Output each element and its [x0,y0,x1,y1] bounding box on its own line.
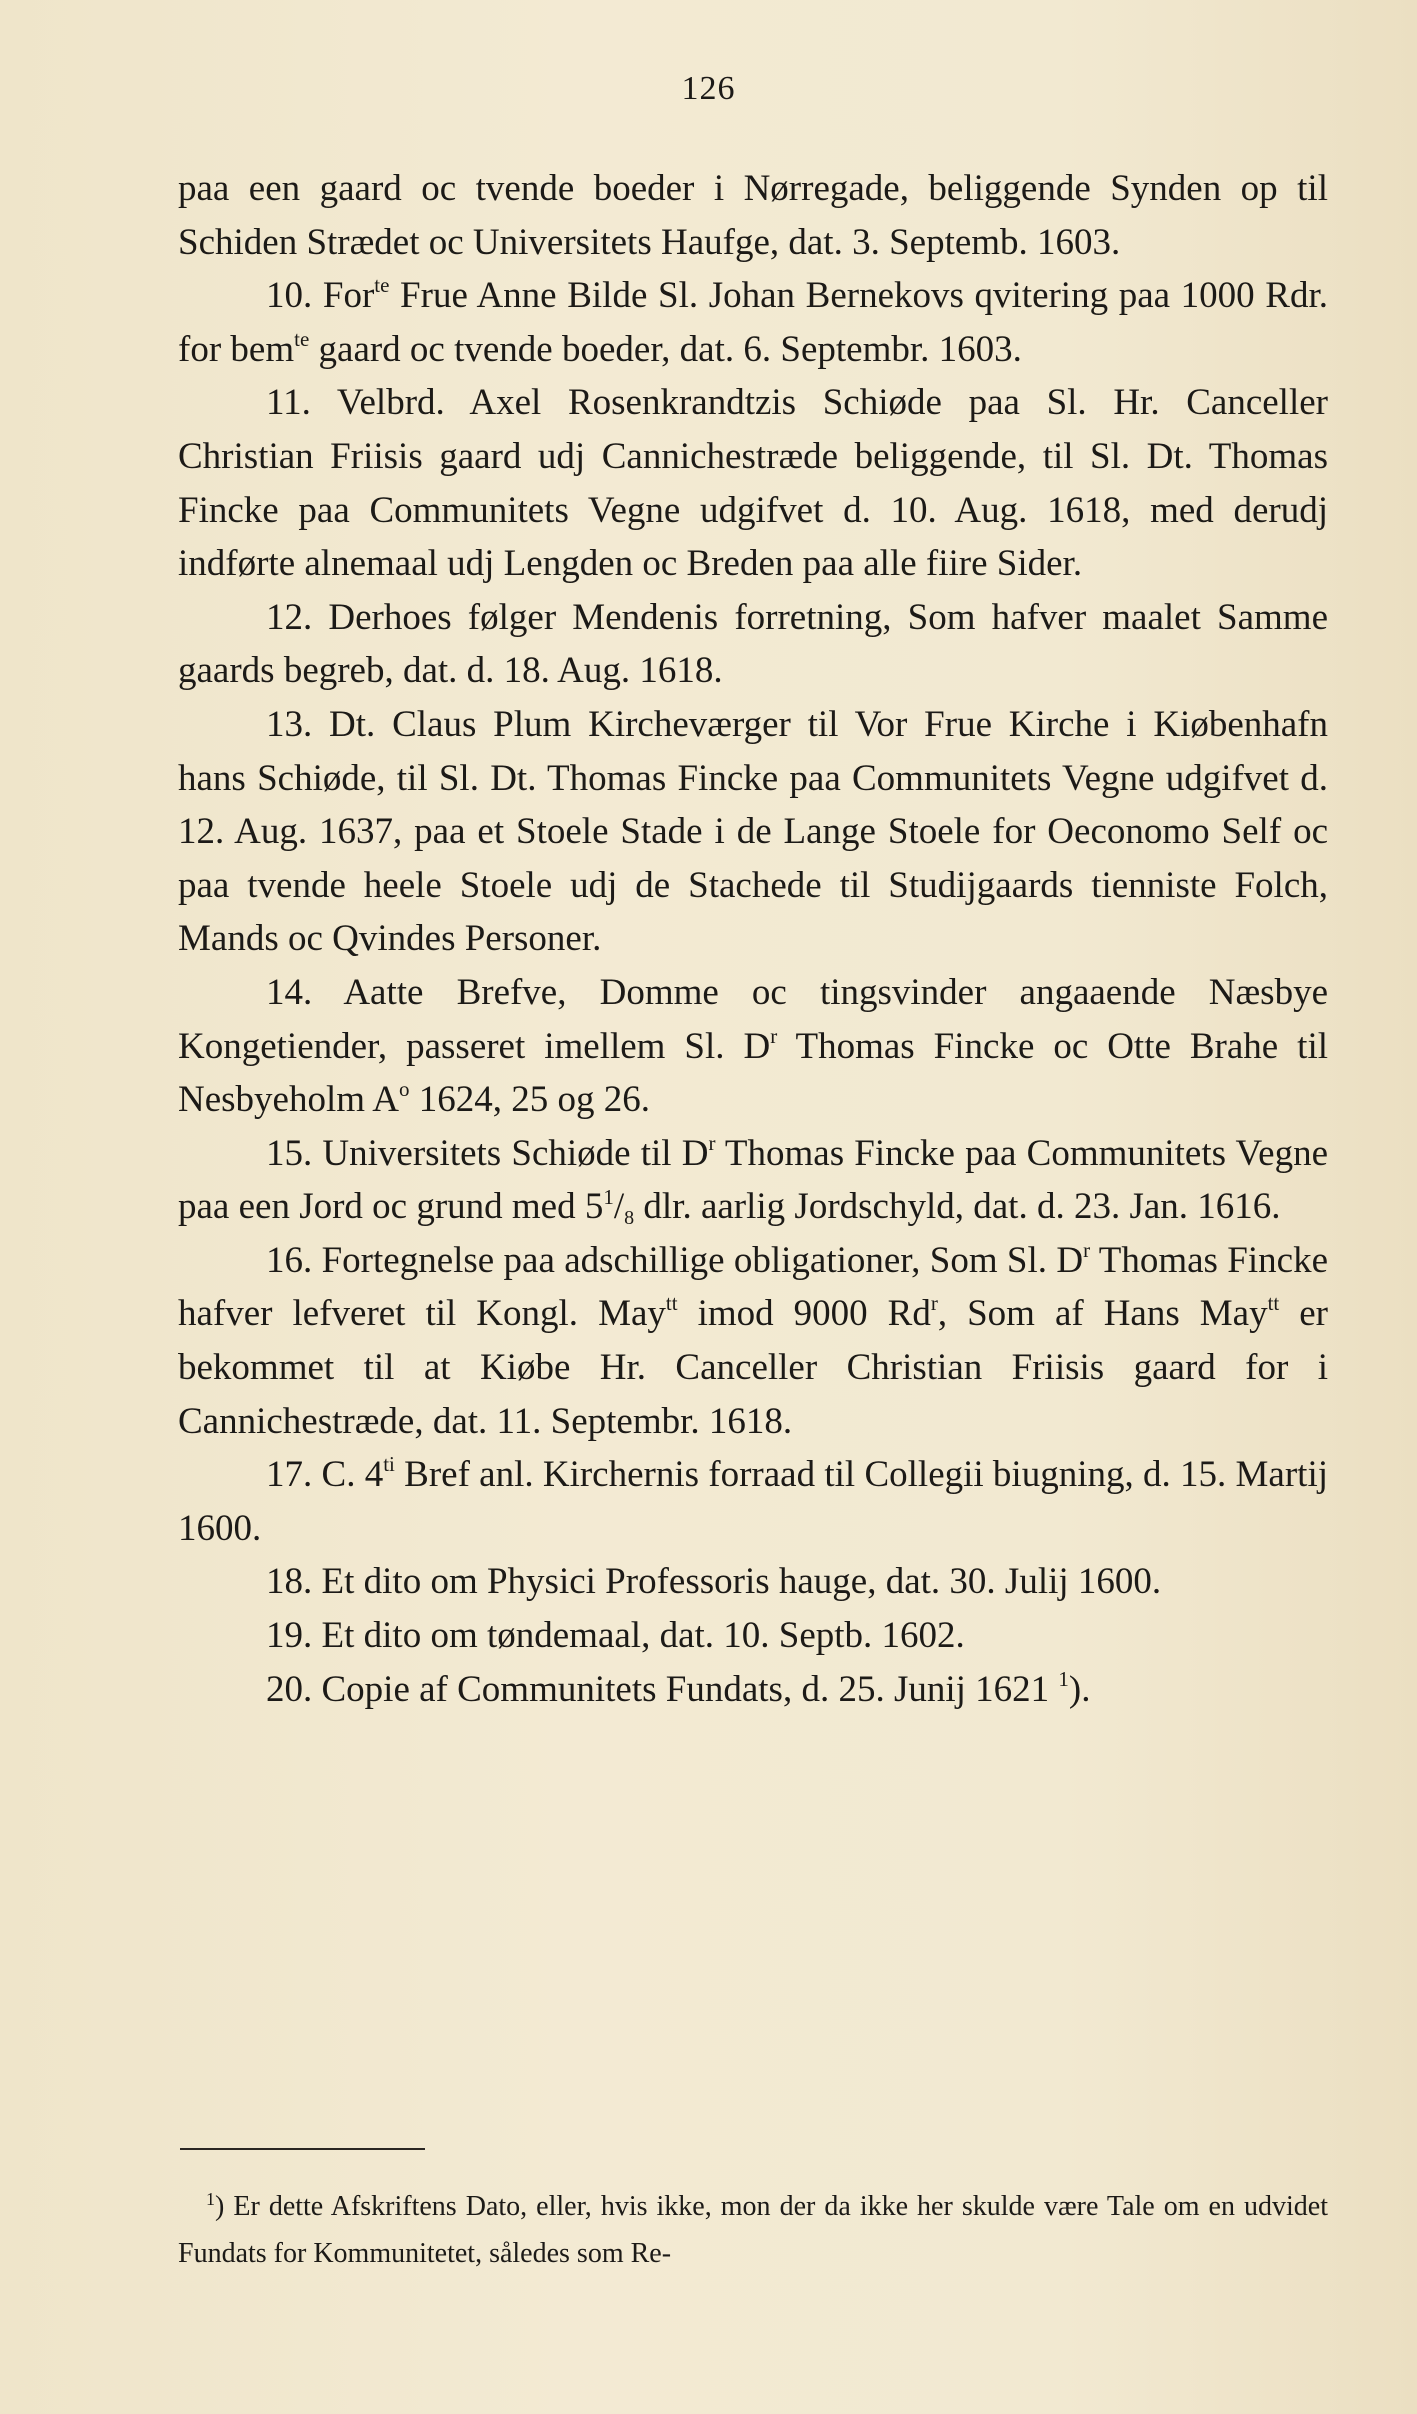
superscript: te [294,326,310,351]
entry-text: Bref anl. Kirchernis forraad til Collegii biugning, d. 15. Martij 1600. [178,1454,1329,1549]
entry-text: gaard oc tvende boeder, dat. 6. Septembr. 1603. [309,328,1022,370]
superscript: r [708,1130,716,1155]
entry-text: Frue Anne Bilde Sl. Johan Bernekovs qvitering paa 1000 Rdr. for bem [178,275,1328,370]
entry-14 [178,966,1328,1127]
superscript: tt [1267,1291,1280,1316]
entry-18 [178,1555,1328,1609]
entry-number: 19. [266,1615,313,1657]
entry-text: Thomas Fincke oc Otte Brahe til Nesbyeholm A [178,1025,1329,1121]
entry-number: 12. [266,596,313,638]
entry-12 [178,591,1328,698]
superscript: te [374,273,390,298]
entry-10 [178,269,1328,376]
entry-text: Et dito om tøndemaal, dat. 10. Septb. 1602. [321,1615,965,1657]
entry-text: Aatte Brefve, Domme oc tingsvinder angaaende Næsbye Kongetiender, passeret imellem Sl. D [178,971,1328,1067]
entry-number: 17. [266,1454,313,1496]
entry-text: er bekommet til at Kiøbe Hr. Canceller Christian Friisis gaard for i Cannichestræde, dat. 11. Septembr. 1618. [178,1293,1328,1442]
entry-text: paa een gaard oc tvende boeder i Nørregade, beliggende Synden op til Schiden Strædet oc Universitets Haufge, dat. 3. Septemb. 1603. [178,168,1328,263]
entry-number: 16. [266,1239,313,1281]
entry-text: For [322,275,375,317]
entry-number: 13. [266,703,313,745]
entry-text: Universitets Schiøde til D [322,1132,709,1174]
entry-list [178,162,1328,1716]
entry-text: Copie af Communitets Fundats, d. 25. Junij 1621 [321,1668,1059,1710]
superscript: r [1083,1237,1091,1262]
entry-17 [178,1448,1328,1555]
entry-text: dlr. aarlig Jordschyld, dat. d. 23. Jan. 1616. [634,1186,1281,1228]
entry-9-continuation [178,162,1328,269]
entry-text: C. 4 [321,1454,384,1496]
entry-number: 18. [266,1561,313,1603]
entry-number: 15. [266,1132,313,1174]
fraction-numerator: 1 [603,1185,614,1210]
entry-text: Et dito om Physici Professoris hauge, dat. 30. Julij 1600. [321,1561,1162,1603]
fraction-denominator: 8 [624,1207,635,1230]
entry-15 [178,1127,1328,1234]
entry-13 [178,698,1328,966]
footnote-marker: 1 [206,2189,215,2209]
footnote-text: Er dette Afskriftens Dato, eller, hvis ikke, mon der da ikke her skulde være Tale om en udvidet Fundats for Kommunitetet, således som Re- [178,2191,1328,2269]
entry-number: 11. [266,382,311,424]
entry-11 [178,376,1328,590]
entry-text: 1624, 25 og 26. [409,1079,650,1121]
entry-text: , Som af Hans May [937,1293,1268,1335]
entry-number: 10. [266,275,313,317]
footnote [178,2183,1328,2277]
entry-number: 14. [266,971,313,1013]
footnote-marker-close: ) [215,2191,225,2222]
superscript: r [770,1023,778,1048]
entry-text: Thomas Fincke paa Communitets Vegne paa een Jord oc grund med 5 [178,1132,1328,1228]
superscript: r [930,1291,938,1316]
footnote-divider [180,2148,425,2150]
footnote-reference: 1 [1058,1666,1069,1691]
entry-19 [178,1609,1328,1663]
entry-text: Fortegnelse paa adschillige obligationer, Som Sl. D [321,1239,1084,1281]
superscript: tt [665,1291,678,1316]
entry-20 [178,1663,1328,1717]
entry-text: Thomas Fincke hafver lefveret til Kongl. May [178,1239,1328,1335]
entry-number: 20. [266,1668,313,1710]
fraction: $^1/_8$ [603,1185,635,1230]
superscript: o [398,1077,410,1102]
entry-text: Derhoes følger Mendenis forretning, Som hafver maalet Samme gaards begreb, dat. d. 18. Aug. 1618. [178,596,1329,692]
entry-16 [178,1234,1328,1448]
superscript: ti [383,1452,395,1477]
entry-text: Velbrd. Axel Rosenkrandtzis Schiøde paa Sl. Hr. Canceller Christian Friisis gaard udj Cannichestræde beliggende, til Sl. Dt. Thomas Fincke paa Communitets Vegne udgifvet d. 10. Aug. 1618, med derudj indførte alnemaal udj Lengden oc Breden paa alle fiire Sider. [178,382,1328,585]
entry-text: Dt. Claus Plum Kircheværger til Vor Frue Kirche i Kiøbenhafn hans Schiøde, til Sl. Dt. Thomas Fincke paa Communitets Vegne udgifvet d. 12. Aug. 1637, paa et Stoele Stade i de Lange Stoele for Oeconomo Self oc paa tvende heele Stoele udj de Stachede til Studijgaards tienniste Folch, Mands oc Qvindes Personer. [178,703,1328,960]
entry-text: ). [1068,1668,1091,1710]
entry-text: imod 9000 Rd [677,1293,931,1335]
page-number: 126 [681,70,736,107]
